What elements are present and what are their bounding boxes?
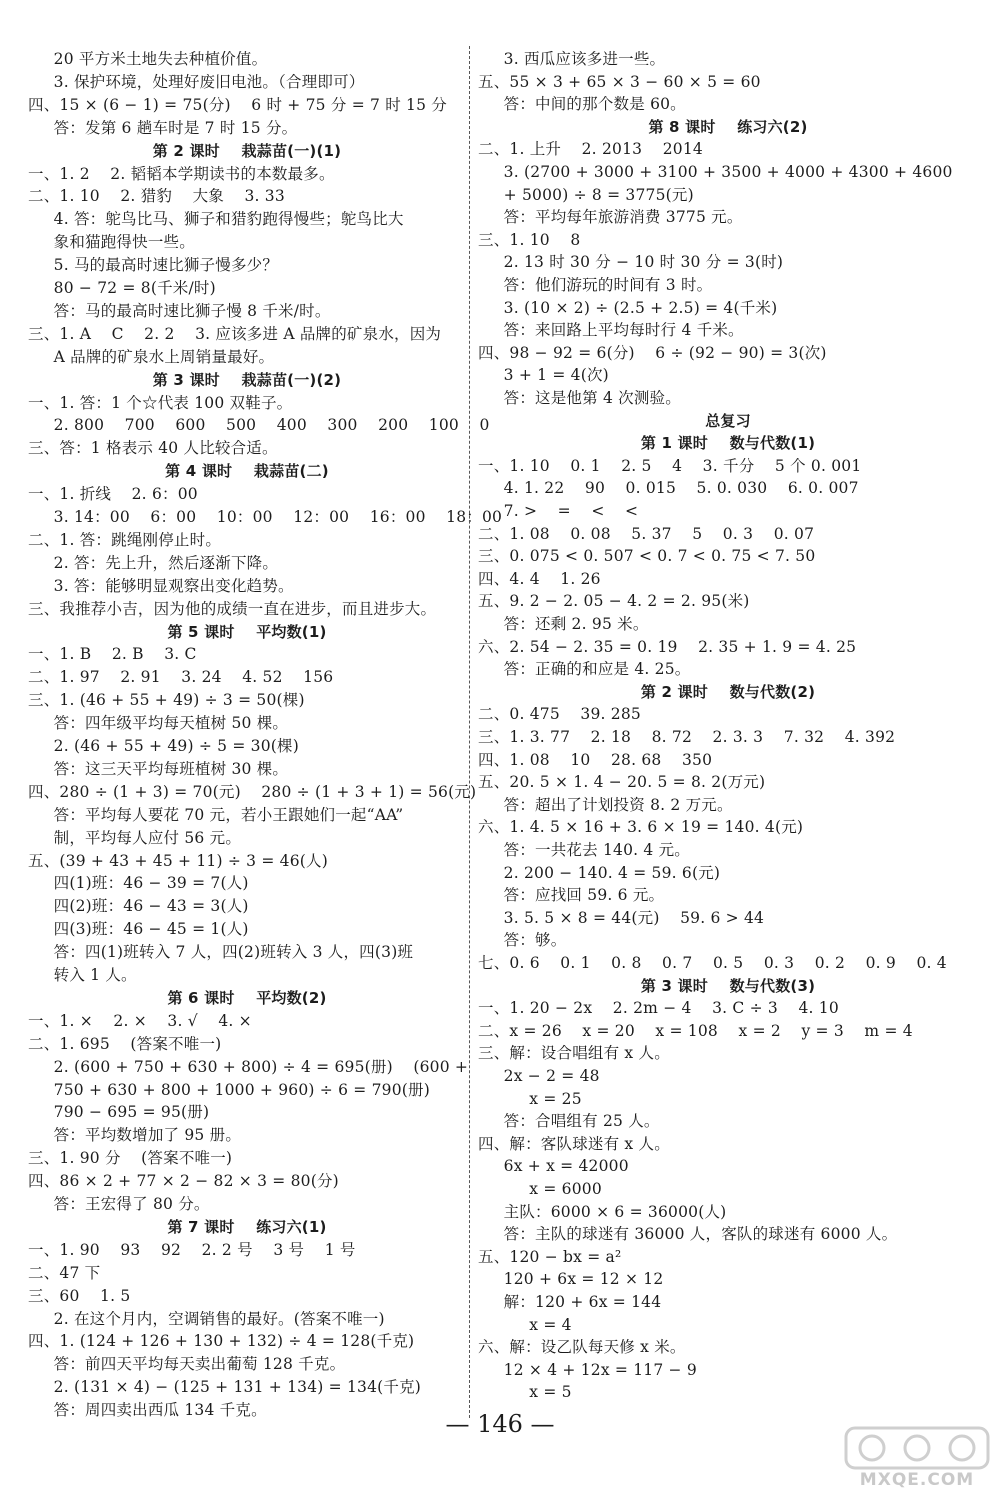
answer-line: 六、1. 4. 5 × 16 + 3. 6 × 19 = 140. 4(元) xyxy=(478,818,804,837)
answer-line: 答：应找回 59. 6 元。 xyxy=(478,886,665,905)
answer-line: 3. 5. 5 × 8 = 44(元) 59. 6 > 44 xyxy=(478,908,765,927)
answer-line: 120 + 6x = 12 × 12 xyxy=(478,1270,664,1289)
answer-line: 四、1. 08 10 28. 68 350 xyxy=(478,750,713,769)
answer-line: 20 平方米土地失去种植价值。 xyxy=(28,50,268,68)
answer-line: 四、4. 4 1. 26 xyxy=(478,569,601,588)
answer-line: 答：来回路上平均每时行 4 千米。 xyxy=(478,321,744,340)
answer-line: 四、1. (124 + 126 + 130 + 132) ÷ 4 = 128(千克) xyxy=(28,1332,415,1351)
watermark-logo xyxy=(842,1424,992,1492)
answer-line: 三、0. 075 < 0. 507 < 0. 7 < 0. 75 < 7. 50 xyxy=(478,547,816,566)
answer-line: 答：他们游玩的时间有 3 时。 xyxy=(478,276,713,294)
answer-line: 五、(39 + 43 + 45 + 11) ÷ 3 = 46(人) xyxy=(28,851,328,870)
answer-line: 3. (2700 + 3000 + 3100 + 3500 + 4000 + 4300 + 4600 xyxy=(478,163,953,181)
answer-line: 二、1. 10 2. 猎豹 大象 3. 33 xyxy=(28,187,285,206)
answer-line: 二、1. 上升 2. 2013 2014 xyxy=(478,140,703,159)
answer-line: 二、0. 475 39. 285 xyxy=(478,705,641,724)
answer-line: 解：120 + 6x = 144 xyxy=(478,1293,662,1311)
answer-line: 二、1. 97 2. 91 3. 24 4. 52 156 xyxy=(28,668,334,687)
answer-line: x = 25 xyxy=(478,1089,582,1108)
answer-line: 2. 13 时 30 分 − 10 时 30 分 = 3(时) xyxy=(478,253,784,272)
answer-line: 二、1. 08 0. 08 5. 37 5 0. 3 0. 07 xyxy=(478,524,815,543)
watermark-seal-icon xyxy=(842,1424,992,1472)
answer-line: 四、86 × 2 + 77 × 2 − 82 × 3 = 80(分) xyxy=(28,1172,339,1191)
answer-line: x = 4 xyxy=(478,1315,572,1334)
answer-line: 答：还剩 2. 95 米。 xyxy=(478,615,649,633)
watermark-text: MXQE.COM xyxy=(859,1470,975,1490)
answer-line: 三、60 1. 5 xyxy=(28,1286,131,1305)
answer-line: 答：王宏得了 80 分。 xyxy=(28,1195,210,1213)
section-heading: 第 6 课时 平均数(2) xyxy=(167,988,327,1007)
column-divider xyxy=(469,46,470,1418)
answer-line: x = 6000 xyxy=(478,1180,602,1198)
answer-line: 三、解：设合唱组有 x 人。 xyxy=(478,1044,670,1063)
answer-line: 三、1. 3. 77 2. 18 8. 72 2. 3. 3 7. 32 4. 392 xyxy=(478,728,896,746)
section-heading: 第 2 课时 栽蒜苗(一)(1) xyxy=(152,141,342,160)
answer-line: 主队：6000 × 6 = 36000(人) xyxy=(478,1202,727,1221)
section-heading: 第 8 课时 练习六(2) xyxy=(648,117,808,136)
answer-line: 四(3)班：46 − 45 = 1(人) xyxy=(28,920,249,939)
answer-line: 2. (600 + 750 + 630 + 800) ÷ 4 = 695(册) (600 + xyxy=(28,1057,469,1076)
answer-line: 750 + 630 + 800 + 1000 + 960) ÷ 6 = 790(册) xyxy=(28,1080,430,1099)
answer-line: 五、20. 5 × 1. 4 − 20. 5 = 8. 2(万元) xyxy=(478,773,766,792)
answer-line: 答：一共花去 140. 4 元。 xyxy=(478,841,690,859)
answer-line: 三、1. A C 2. 2 3. 应该多进 A 品牌的矿泉水，因为 xyxy=(28,324,442,343)
answer-line: 三、我推荐小吉，因为他的成绩一直在进步，而且进步大。 xyxy=(28,599,437,618)
answer-line: x = 5 xyxy=(478,1383,572,1402)
answer-line: 答：马的最高时速比狮子慢 8 千米/时。 xyxy=(28,301,331,320)
answer-line: 80 − 72 = 8(千米/时) xyxy=(28,279,216,297)
section-heading: 第 4 课时 栽蒜苗(二) xyxy=(165,462,329,481)
section-heading: 总复习 xyxy=(705,411,751,430)
answer-line: 三、1. 10 8 xyxy=(478,230,581,249)
answer-line: 四(2)班：46 − 43 = 3(人) xyxy=(28,897,249,916)
answer-line: 一、1. 折线 2. 6：00 xyxy=(28,485,198,504)
answer-line: 七、0. 6 0. 1 0. 8 0. 7 0. 5 0. 3 0. 2 0. 9 0. 4 xyxy=(478,954,947,972)
answer-line: 一、1. 答：1 个☆代表 100 双鞋子。 xyxy=(28,393,293,412)
answer-line: 制，平均每人应付 56 元。 xyxy=(28,828,242,847)
answer-line: 7. > = < < xyxy=(478,502,639,520)
section-heading: 第 3 课时 数与代数(3) xyxy=(640,976,816,995)
answer-line: 一、1. × 2. × 3. √ 4. × xyxy=(28,1011,252,1030)
answer-line: 答：发第 6 趟车时是 7 时 15 分。 xyxy=(28,118,298,137)
answer-line: 二、47 下 xyxy=(28,1263,101,1282)
answer-line: 一、1. 90 93 92 2. 2 号 3 号 1 号 xyxy=(28,1240,356,1259)
answer-line: 五、9. 2 − 2. 05 − 4. 2 = 2. 95(米) xyxy=(478,592,750,611)
answer-line: 12 × 4 + 12x = 117 − 9 xyxy=(478,1360,697,1379)
answer-line: A 品牌的矿泉水上周销量最好。 xyxy=(28,347,275,366)
answer-line: 四、15 × (6 − 1) = 75(分) 6 时 + 75 分 = 7 时 15 分 xyxy=(28,95,447,114)
section-heading: 第 2 课时 数与代数(2) xyxy=(640,682,816,701)
answer-line: + 5000) ÷ 8 = 3775(元) xyxy=(478,185,694,204)
answer-line: 一、1. 2 2. 韬韬本学期读书的本数最多。 xyxy=(28,164,335,183)
answer-line: 答：中间的那个数是 60。 xyxy=(478,95,686,114)
answer-line: 转入 1 人。 xyxy=(28,966,137,984)
answer-line: 答：合唱组有 25 人。 xyxy=(478,1112,660,1131)
answer-line: 6x + x = 42000 xyxy=(478,1157,629,1176)
answer-line: 二、1. 答：跳绳刚停止时。 xyxy=(28,530,222,549)
answer-line: 答：够。 xyxy=(478,931,567,950)
answer-line: 2. 答：先上升，然后逐渐下降。 xyxy=(28,553,279,572)
answer-line: 2. 200 − 140. 4 = 59. 6(元) xyxy=(478,863,721,882)
answer-line: 三、1. (46 + 55 + 49) ÷ 3 = 50(棵) xyxy=(28,691,305,710)
answer-line: 2x − 2 = 48 xyxy=(478,1067,600,1085)
answer-line: 三、答：1 格表示 40 人比较合适。 xyxy=(28,439,278,458)
answer-line: 答：平均数增加了 95 册。 xyxy=(28,1126,242,1145)
answer-line: 答：前四天平均每天卖出葡萄 128 千克。 xyxy=(28,1355,346,1374)
answer-line: 四(1)班：46 − 39 = 7(人) xyxy=(28,874,249,893)
answer-line: 790 − 695 = 95(册) xyxy=(28,1103,210,1122)
answer-line: 四、98 − 92 = 6(分) 6 ÷ (92 − 90) = 3(次) xyxy=(478,343,827,362)
answer-line: 答：这是他第 4 次测验。 xyxy=(478,389,681,407)
answer-line: 答：平均每年旅游消费 3775 元。 xyxy=(478,208,743,227)
answer-line: 答：超出了计划投资 8. 2 万元。 xyxy=(478,795,733,814)
answer-line: 答：这三天平均每班植树 30 棵。 xyxy=(28,759,289,778)
section-heading: 第 7 课时 练习六(1) xyxy=(167,1217,327,1236)
answer-line: 五、55 × 3 + 65 × 3 − 60 × 5 = 60 xyxy=(478,72,761,91)
answer-line: 答：四(1)班转入 7 人，四(2)班转入 3 人，四(3)班 xyxy=(28,943,414,962)
section-heading: 第 1 课时 数与代数(1) xyxy=(640,434,816,453)
answer-line: 三、1. 90 分 (答案不唯一) xyxy=(28,1149,233,1168)
answer-line: 3. 保护环境，处理好废旧电池。（合理即可） xyxy=(28,72,365,91)
answer-line: 3 + 1 = 4(次) xyxy=(478,366,609,385)
answer-line: 答：主队的球迷有 36000 人，客队的球迷有 6000 人。 xyxy=(478,1225,898,1244)
answer-line: 二、x = 26 x = 20 x = 108 x = 2 y = 3 m = 4 xyxy=(478,1021,913,1040)
answer-line: 答：周四卖出西瓜 134 千克。 xyxy=(28,1401,267,1420)
section-heading: 第 3 课时 栽蒜苗(一)(2) xyxy=(152,370,342,389)
answer-line: 4. 答：鸵鸟比马、狮子和猎豹跑得慢些；鸵鸟比大 xyxy=(28,210,404,229)
answer-line: 2. (46 + 55 + 49) ÷ 5 = 30(棵) xyxy=(28,737,299,755)
answer-line: 5. 马的最高时速比狮子慢多少？ xyxy=(28,256,279,275)
answer-line: 3. 西瓜应该多进一些。 xyxy=(478,50,666,68)
answer-line: 2. 800 700 600 500 400 300 200 100 0 xyxy=(28,416,490,435)
answer-line: 四、解：客队球迷有 x 人。 xyxy=(478,1134,670,1153)
answer-line: 六、2. 54 − 2. 35 = 0. 19 2. 35 + 1. 9 = 4. 25 xyxy=(478,637,857,656)
answer-line: 六、解：设乙队每天修 x 米。 xyxy=(478,1338,686,1357)
answer-line: 4. 1. 22 90 0. 015 5. 0. 030 6. 0. 007 xyxy=(478,479,859,498)
answer-line: 四、280 ÷ (1 + 3) = 70(元) 280 ÷ (1 + 3 + 1) = 56(元) xyxy=(28,782,477,801)
answer-line: 3. 答：能够明显观察出变化趋势。 xyxy=(28,576,294,595)
answer-line: 答：四年级平均每天植树 50 棵。 xyxy=(28,714,289,733)
answer-line: 2. (131 × 4) − (125 + 131 + 134) = 134(千克) xyxy=(28,1378,422,1397)
answer-line: 一、1. 10 0. 1 2. 5 4 3. 千分 5 个 0. 001 xyxy=(478,456,862,475)
answer-line: 答：平均每人要花 70 元，若小王跟她们一起“AA” xyxy=(28,805,404,824)
answer-line: 3. (10 × 2) ÷ (2.5 + 2.5) = 4(千米) xyxy=(478,298,778,317)
answer-line: 2. 在这个月内，空调销售的最好。(答案不唯一) xyxy=(28,1309,385,1328)
answer-line: 一、1. B 2. B 3. C xyxy=(28,645,197,664)
page-number: — 146 — xyxy=(445,1410,555,1438)
answer-line: 五、120 − bx = a² xyxy=(478,1247,622,1266)
answer-line: 二、1. 695 (答案不唯一) xyxy=(28,1034,222,1053)
answer-line: 3. 14：00 6：00 10：00 12：00 16：00 18：00 xyxy=(28,508,503,526)
answer-line: 答：正确的和应是 4. 25。 xyxy=(478,660,691,679)
section-heading: 第 5 课时 平均数(1) xyxy=(167,622,327,641)
answer-line: 一、1. 20 − 2x 2. 2m − 4 3. C ÷ 3 4. 10 xyxy=(478,999,839,1018)
answer-line: 象和猫跑得快一些。 xyxy=(28,233,195,252)
